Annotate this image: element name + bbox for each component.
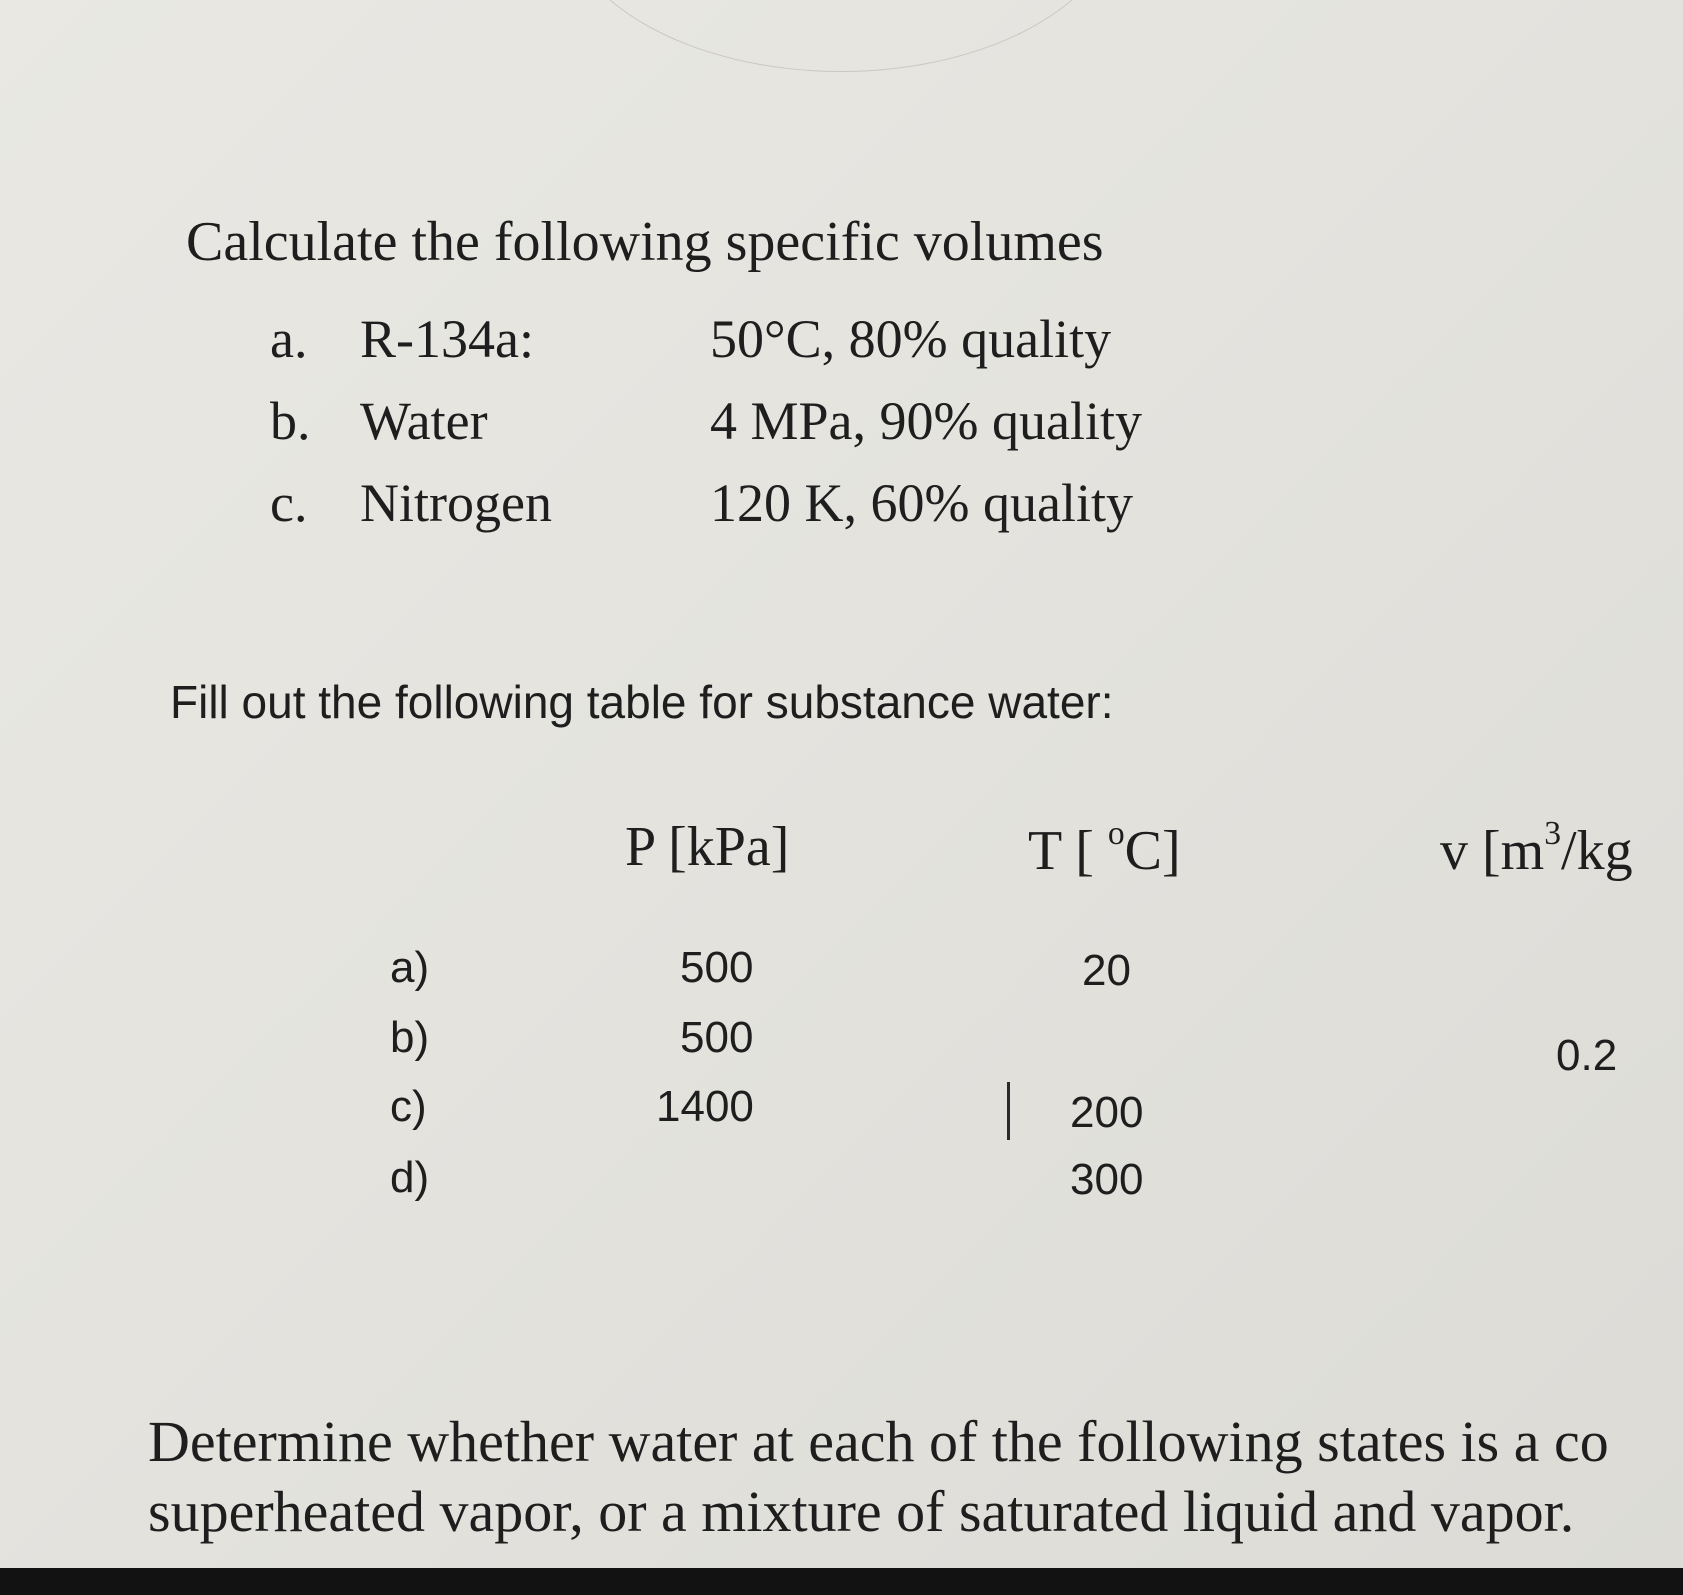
degree-superscript: o [1107,815,1125,852]
item-substance: R-134a: [360,309,534,369]
problem3-line2: superheated vapor, or a mixture of saturated liquid and vapor. [148,1479,1575,1544]
problem3-line1: Determine whether water at each of the following states is a co [148,1409,1609,1474]
problem2-title: Fill out the following table for substance water: [170,676,1114,728]
header-temperature-suffix: C] [1124,820,1181,883]
item-label: a. [270,309,308,369]
item-label: b. [270,391,311,451]
header-volume-suffix: /kg [1561,820,1633,883]
header-specific-volume [1440,815,1633,883]
row-label-b: b) [390,1013,430,1062]
bottom-screen-bezel [0,1568,1683,1595]
row-label-c: c) [390,1082,427,1131]
item-substance: Water [360,391,488,451]
header-temperature-prefix: T [ [1028,820,1108,883]
background-arc [560,0,1122,72]
row-label-a: a) [390,943,430,992]
header-pressure: P [kPa] [625,816,790,878]
header-volume-prefix: v [m [1440,820,1545,883]
cell-c-temperature: 200 [1070,1088,1144,1137]
cell-a-pressure: 500 [680,943,754,992]
item-condition: 50°C, 80% quality [710,309,1112,369]
item-condition: 120 K, 60% quality [710,473,1133,533]
header-temperature [1028,815,1181,883]
text-cursor [1007,1082,1010,1140]
item-label: c. [270,473,308,533]
item-substance: Nitrogen [360,473,552,533]
cell-b-volume: 0.2 [1556,1031,1618,1080]
item-condition: 4 MPa, 90% quality [710,391,1142,451]
row-label-d: d) [390,1153,430,1202]
cell-b-pressure: 500 [680,1013,754,1062]
cubic-superscript: 3 [1544,815,1562,852]
cell-c-pressure: 1400 [656,1082,754,1131]
cell-a-temperature: 20 [1082,946,1131,995]
cell-d-temperature: 300 [1070,1155,1144,1204]
problem1-title: Calculate the following specific volumes [186,211,1104,273]
